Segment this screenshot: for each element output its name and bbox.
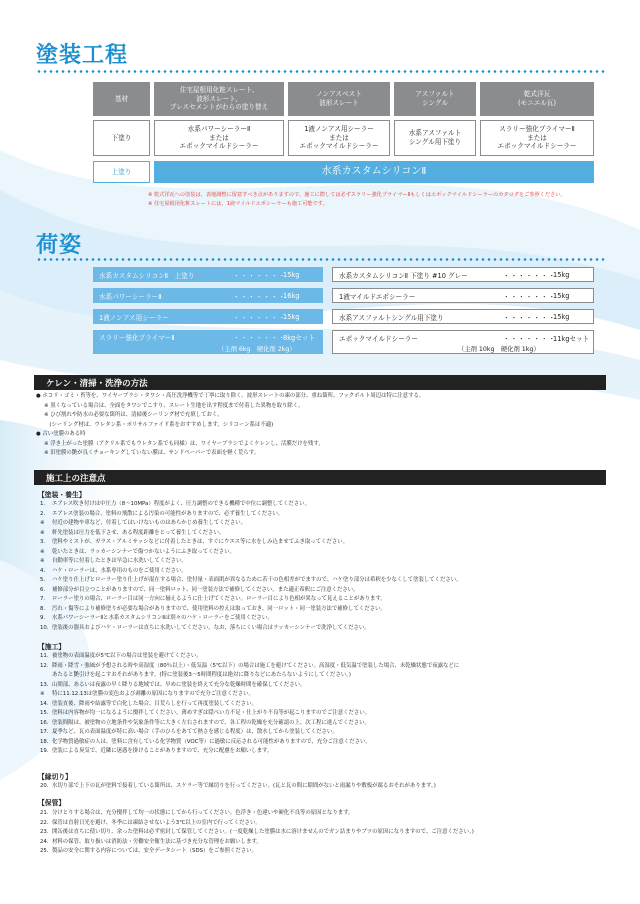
group-label-enkiri: 【縁切り】 xyxy=(38,773,72,781)
uwanuri-label: 上塗り xyxy=(93,161,150,183)
packaging-title: 荷姿 xyxy=(36,233,83,258)
group-list-enkiri xyxy=(40,782,606,792)
group-list-seko xyxy=(40,652,606,757)
header-base: 基材 xyxy=(93,82,150,116)
list-item: 19. 塗装による臭気で、近隣に迷惑を掛けることがありますので、充分に配慮をお願いします。 xyxy=(40,748,273,754)
process-title: 塗装工程 xyxy=(36,43,129,68)
title-divider xyxy=(36,70,606,73)
shitanuri-col3: 水系アスファルト シングル用下塗り xyxy=(394,120,476,156)
pack-right-4-sub: （主剤 10kg 硬化剤 1kg） xyxy=(458,346,540,353)
shitanuri-col1: 水系パワーシーラーⅡ または エポックマイルドシーラー xyxy=(154,120,284,156)
list-item: 7. ローラー塗りの場合、ローラー目は同一方向に揃えるように仕上げてください。ローラー目により色相が異なって見えることがあります。 xyxy=(40,596,386,602)
list-item: 3. 塗料やミストが、ガラス・アルミサッシなどに付着したときは、すぐにウエス等に水をしみ込ませてふき取ってください。 xyxy=(40,539,348,545)
cleaning-line: ● 古い塗膜のある時 xyxy=(36,431,86,437)
list-item: 15. 塗料は内容物が均一になるように攪拌してください。薄めすぎは隠ぺい力不足・仕上がり不良等が起こりますのでご注意ください。 xyxy=(40,710,371,716)
list-item: 18. 化学物質過敏症の人は、塗料に含有している化学物質（VOC等）に過敏に反応される可能性がありますので、充分ご注意ください。 xyxy=(40,738,371,745)
shitanuri-col4: スラリー強化プライマーⅡ または エポックマイルドシーラー xyxy=(480,120,594,156)
group-label-toso: 【塗装・養生】 xyxy=(38,491,86,499)
list-item: 14. 塗装直後、降雨や結露等で白化した場合、目荒らしを行って再度塗装してください。 xyxy=(40,700,257,707)
list-item: 11. 被塗物の表面温度が5℃以下の場合は塗装を避けてください。 xyxy=(40,653,202,659)
process-note-1: ※ 乾式洋瓦への塗装は、表地調整に留意すべき点がありますので、施工に際しては必ずスラリー強化プライマーⅡもしくはエポックマイルドシーラーのカタログをご参照ください。 xyxy=(148,192,566,198)
header-col2: ノンアスベスト 波形スレート xyxy=(288,82,390,116)
list-item: 23. 開缶後は直ちに使い切り、余った塗料は必ず密封して保管してください。(一度乾燥した塗膜は水に溶けませんのでガン詰まりやブツの原因になりますので、ご注意ください。) xyxy=(40,829,474,835)
pack-left-1: 水系カスタムシリコンⅡ 上塗り ・・・・・・・ 15kg xyxy=(93,267,323,282)
list-item: 4. ハケ・ローラーは、水系専用のものをご使用ください。 xyxy=(40,567,187,574)
list-item: ※ 乾いたときは、ラッカーシンナーで傷つかないようにふき取ってください。 xyxy=(40,548,235,555)
list-item: ※ 特に11.12.13は塗膜の変色および剥離の原因になりますので充分ご注意ください。 xyxy=(40,691,254,697)
list-item: 10. 塗装後の器具およびハケ・ローラーは直ちに水洗いしてください。なお、落ちにくい場合はラッカーシンナーで洗浄してください。 xyxy=(40,624,370,631)
process-note-2: ※ 住宅屋根用化粧スレートには、1液マイルドエポシーラーも施工可能です。 xyxy=(148,201,328,207)
cleaning-line: ● ホコリ・ゴミ・苔等を、ワイヤーブラシ・タワシ・高圧洗浄機等で丁寧に取り除く。波形スレートの凍の部分、重ね箇所、フックボルト周辺は特に注意する。 xyxy=(36,393,425,399)
list-item: 12. 降雨・降雪・強風が予想される時や高湿度（80％以上）・低気温（5℃以下）の場合は施工を避けてください。高湿度・低気温で塗装した場合、未乾燥状態で夜露などに xyxy=(40,662,460,669)
pack-left-4: スラリー強化プライマーⅡ ・・・・・・・ 8kgセット xyxy=(93,330,323,354)
header-col3: アスファルト シングル xyxy=(394,82,476,116)
list-item: 13. 山間部、あるいは夜露の早く降りる地域では、早めに塗装を終えて充分な乾燥時間を確保してください。 xyxy=(40,681,306,688)
list-item: 17. 夏季など、瓦の表面温度が特に高い場合（手のひらをあてて熱さを感じる程度）は、散水してから塗装してください。 xyxy=(40,729,338,735)
header-col1: 住宅屋根用化粧スレート、 波形スレート、 プレスセメントがわらの塗り替え xyxy=(154,82,284,116)
list-item: あたると艶引けを起こすおそれがあります。(特に塗装後3～5時間程度は絶対に降りなどにあたらないようにしてください。) xyxy=(52,672,352,678)
title-divider xyxy=(36,258,606,261)
cleaning-title: ケレン・清掃・洗浄の方法 xyxy=(34,375,606,390)
list-item: 8. 汚れ・傷等により補修塗りが必要な場合がありますので、使用塗料の控えは取っておき、同一ロット・同一塗装方法で補修してください。 xyxy=(40,605,386,612)
pack-right-1: 水系カスタムシリコンⅡ 下塗り #10 グレー ・・・・・・・ 15kg xyxy=(332,267,594,282)
cleaning-line: ※ ひび割れや防水の必要な箇所は、清掃後シーリング材で充填しておく。 xyxy=(44,412,223,418)
pack-right-4: エポックマイルドシーラー ・・・・・・・ 11kgセット xyxy=(332,330,594,354)
header-col4: 乾式洋瓦 (モニエル瓦) xyxy=(480,82,594,116)
pack-right-3: 水系アスファルトシングル用下塗り ・・・・・・・ 15kg xyxy=(332,309,594,324)
list-item: 2. エアレス塗装の場合、塗料の飛散による汚染の可能性がありますので、必ず養生してください。 xyxy=(40,510,284,517)
list-item: 5. ハケ塗り仕上げとローラー塗り仕上げが混在する場合、塗付量・表面肌が異なるために若干の色相差がでますので、ハケ塗り部分は希釈を少なくして塗装してください。 xyxy=(40,577,462,583)
cleaning-line: ※ 黒くなっている場合は、全面をタワシでこすり、スレート生地を出す程度まで付着した異物を取り除く。 xyxy=(44,402,304,409)
uwanuri-value: 水系カスタムシリコンⅡ xyxy=(154,161,594,183)
pack-left-3: 1液ノンアス用シーラー ・・・・・・・ 15kg xyxy=(93,309,323,324)
pack-left-4-sub: （主剤 6kg 硬化剤 2kg） xyxy=(218,346,296,353)
list-item: 1. エアレス吹き付けは中圧力（8～10MPa）程度がよく、圧力調整のできる機種で中位に調整してください。 xyxy=(40,501,310,507)
list-item: 16. 塗装間隔は、被塗物の立地条件や気象条件等に大きく左右されますので、各工程の乾燥を充分確認の上、次工程に進んでください。 xyxy=(40,719,370,726)
list-item: 21. 分けとりする場合は、充分攪拌して均一の状態にしてから行ってください。色浮き・色違いや硬化不良等の原因となります。 xyxy=(40,810,354,816)
list-item: ※ 軒先塗装は圧力を低下させ、ある程度距離をとって養生してください。 xyxy=(40,529,225,536)
list-item: 20. 水切り部で上下の瓦が塗料で接着している箇所は、スケラー等で縁切りを行ってください。(瓦と瓦の間に隙間がないと雨漏りや敷板が腐るおそれがあります。) xyxy=(40,783,436,789)
list-item: 6. 補修部分が目立つことがありますので、同一塗料ロット、同一塗装方法で補修してください。また適正希釈にご注意ください。 xyxy=(40,586,359,593)
list-item: 25. 製品の安全に関する内容については、安全データシート（SDS）をご参照ください。 xyxy=(40,848,257,854)
list-item: 9. 水系パワーシーラーⅡと水系カスタムシリコンⅡは別々のハケ・ローラーをご使用ください。 xyxy=(40,615,273,621)
precautions-title: 施工上の注意点 xyxy=(34,470,606,485)
cleaning-line: ※ 浮き上がった塗膜（アクリル系でもウレタン系でも同様）は、ワイヤーブラシでよくケレンし、活膜だけを残す。 xyxy=(44,440,324,447)
list-item: ※ 自動車等に付着したときは早急に水洗いしてください。 xyxy=(40,558,187,564)
group-list-hokan xyxy=(40,809,606,857)
group-list-toso xyxy=(40,500,606,633)
pack-right-2: 1液マイルドエポシーラー ・・・・・・・ 15kg xyxy=(332,288,594,303)
list-item: 22. 保管は直射日光を避け、冬季には凍結させないよう3℃以上の室内で行ってください。 xyxy=(40,819,261,826)
pack-left-2: 水系パワーシーラーⅡ ・・・・・・・ 16kg xyxy=(93,288,323,303)
group-label-seko: 【施工】 xyxy=(38,643,66,651)
cleaning-body xyxy=(36,392,606,459)
cleaning-line: ※ 旧塗膜の艶が良くチョーキングしていない膜は、サンドペーパーで表面を軽く荒らす。 xyxy=(44,450,260,456)
shitanuri-col2: 1液ノンアス用シーラー または エポックマイルドシーラー xyxy=(288,120,390,156)
shitanuri-label: 下塗り xyxy=(93,120,150,156)
list-item: ※ 付近の建物や車など、付着してはいけないものはあらかじめ養生してください。 xyxy=(40,520,247,526)
group-label-hokan: 【保管】 xyxy=(38,799,66,807)
cleaning-line: (シーリング材は、ウレタン系・ポリサルファイド系をおすすめします。シリコーン系は不適) xyxy=(44,421,274,428)
list-item: 24. 材料の保管、取り扱いは消防法・労働安全衛生法に基づき充分な管理をお願いします。 xyxy=(40,838,262,845)
